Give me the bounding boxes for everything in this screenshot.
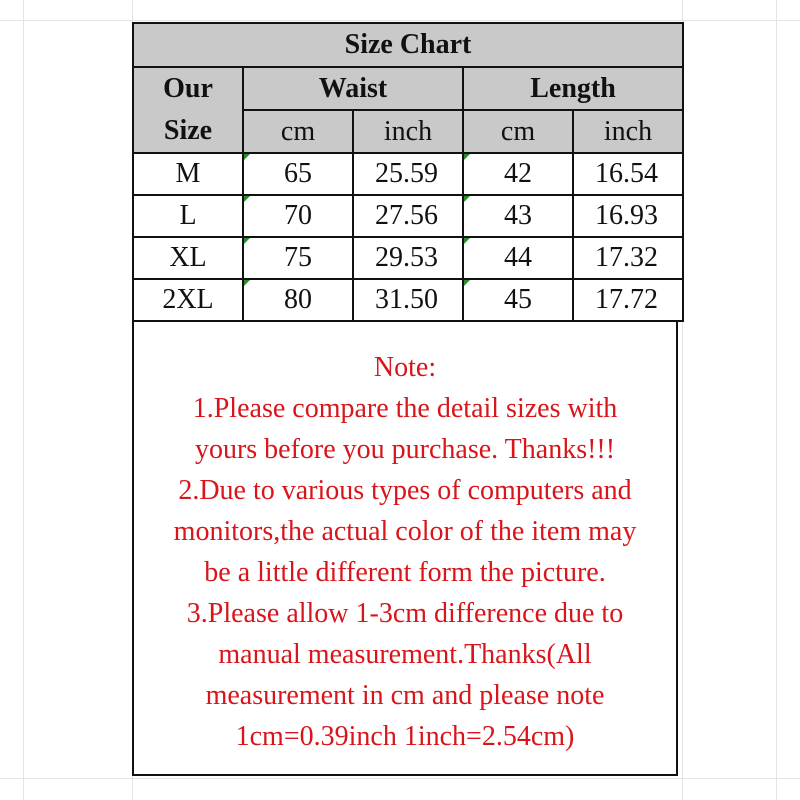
length-inch-cell: 17.32 <box>573 237 683 279</box>
note-line: 1cm=0.39inch 1inch=2.54cm) <box>235 721 575 752</box>
cell-marker-icon <box>464 238 470 244</box>
note-line: 2.Due to various types of computers and <box>178 475 632 506</box>
length-cm-cell: 44 <box>463 237 573 279</box>
table-row <box>133 195 683 237</box>
note-line: manual measurement.Thanks(All <box>218 639 592 670</box>
size-cell: XL <box>133 237 243 279</box>
length-inch-header: inch <box>573 110 683 153</box>
cell-marker-icon <box>244 280 250 286</box>
length-cm-cell: 42 <box>463 153 573 195</box>
note-line: 3.Please allow 1-3cm difference due to <box>186 598 624 629</box>
waist-cm-cell: 80 <box>243 279 353 321</box>
waist-inch-cell: 31.50 <box>353 279 463 321</box>
cell-marker-icon <box>464 196 470 202</box>
waist-inch-cell: 29.53 <box>353 237 463 279</box>
length-cm-header: cm <box>463 110 573 153</box>
waist-cm-cell: 75 <box>243 237 353 279</box>
cell-marker-icon <box>244 154 250 160</box>
size-cell: M <box>133 153 243 195</box>
note-title: Note: <box>373 352 437 383</box>
length-inch-cell: 16.54 <box>573 153 683 195</box>
cell-marker-icon <box>244 196 250 202</box>
length-inch-cell: 17.72 <box>573 279 683 321</box>
table-row <box>133 279 683 321</box>
note-line: be a little different form the picture. <box>204 557 606 588</box>
waist-cm-cell: 70 <box>243 195 353 237</box>
waist-cm-header: cm <box>243 110 353 153</box>
length-header: Length <box>463 67 683 110</box>
cell-marker-icon <box>464 280 470 286</box>
size-cell: L <box>133 195 243 237</box>
size-column-header <box>133 67 243 153</box>
waist-inch-header: inch <box>353 110 463 153</box>
note-box <box>132 320 678 776</box>
header-row-1 <box>133 67 683 110</box>
waist-header: Waist <box>243 67 463 110</box>
cell-marker-icon <box>464 154 470 160</box>
chart-title: Size Chart <box>133 23 683 67</box>
cell-marker-icon <box>244 238 250 244</box>
waist-inch-cell: 25.59 <box>353 153 463 195</box>
length-cm-cell: 45 <box>463 279 573 321</box>
waist-cm-cell: 65 <box>243 153 353 195</box>
note-line: yours before you purchase. Thanks!!! <box>194 434 616 465</box>
note-line: 1.Please compare the detail sizes with <box>192 393 618 424</box>
table-row <box>133 153 683 195</box>
note-line: monitors,the actual color of the item may <box>173 516 637 547</box>
length-cm-cell: 43 <box>463 195 573 237</box>
table-row <box>133 237 683 279</box>
size-header-line1: Our <box>163 73 213 104</box>
length-inch-cell: 16.93 <box>573 195 683 237</box>
title-row <box>133 23 683 67</box>
note-line: measurement in cm and please note <box>205 680 605 711</box>
waist-inch-cell: 27.56 <box>353 195 463 237</box>
size-cell: 2XL <box>133 279 243 321</box>
size-header-line2: Size <box>163 115 213 146</box>
size-chart-table <box>132 22 684 322</box>
